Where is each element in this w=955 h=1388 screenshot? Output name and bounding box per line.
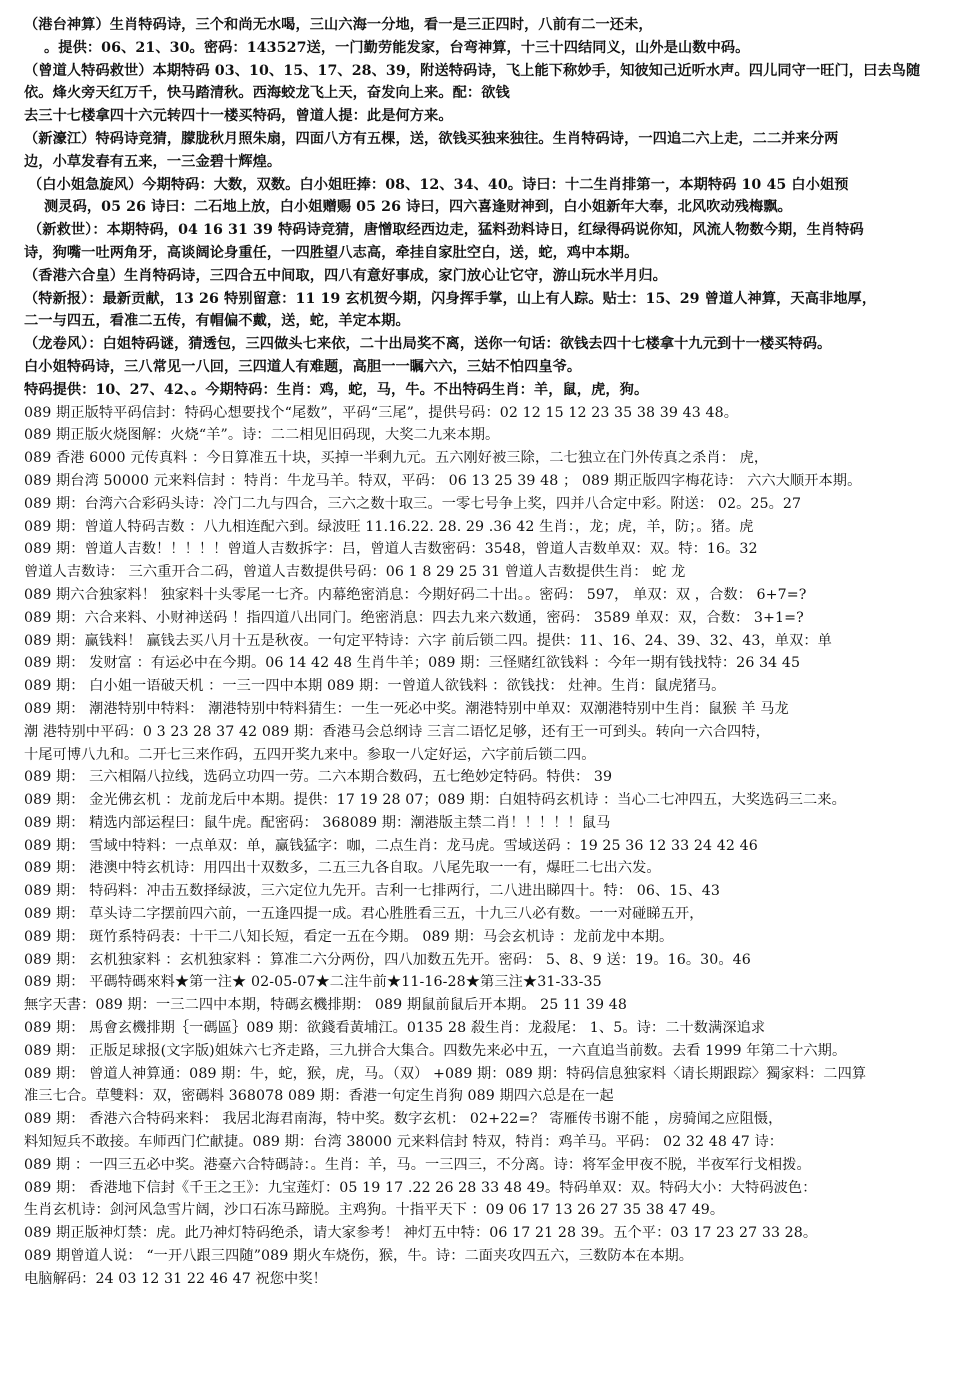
text-line: 089 期：台湾六合彩码头诗：冷门二九与四合，三六之数十取三。一零七号争上奖，四并八合定中彩。附送： 02。25。27: [24, 495, 802, 512]
text-line: （新濠江）特码诗竞猜，朦胧秋月照朱扇，四面八方有五棵，送，欲钱买独来独往。生肖特码诗，一四追二六上走，二二并来分两: [24, 130, 839, 147]
text-line: 089 期： 玄机独家料 ：玄机独家料 ：算准二六分两份，四八加数五先开。密码： 5、8、9 送：19。16。30。46: [24, 951, 751, 968]
text-line: （曾道人特码救世）本期特码 03、10、15、17、28、39，附送特码诗，飞上能下称妙手，知彼知己近听水声。四儿同守一旺门，曰去鸟随: [24, 62, 921, 79]
text-line: 089 期： 草头诗二字摆前四六前，一五逢四提一成。君心胜胜看三五，十九三八必有数。一一对碰睇五开，: [24, 906, 704, 923]
text-line: 。提供：06、21、30。密码：143527送，一门勤劳能发家，台弯神算，十三十四结同义，山外是山数中码。: [44, 39, 750, 56]
text-line: [24, 1291, 943, 1314]
text-line: 潮 港特别中平码：0 3 23 28 37 42 089 期：香港马会总纲诗 三言二语忆足够，还有王一可到头。转向一六合四特，: [24, 723, 770, 740]
text-line: 089 期： 雪域中特料：一点单双：单，赢钱猛字：咖，二点生肖：龙马虎。雪域送码 ：19 25 36 12 33 24 42 46: [24, 837, 758, 854]
text-line: 089 期： 特码料：冲击五数择绿波，三六定位九先开。吉利一七排两行，二八进出睇四十。特： 06、15、43: [24, 883, 721, 900]
text-line: （港台神算）生肖特码诗，三个和尚无水喝，三山六海一分地，看一是三正四时，八前有二一还未，: [24, 17, 653, 33]
text-line: 089 期： 白小姐一语破天机 ：一三一四中本期 089 期：一曾道人欲钱料 ：欲钱找： 灶神。生肖：鼠虎猪马。: [24, 678, 726, 695]
text-line: （新救世）：本期特码，04 16 31 39 特码诗竞猜，唐憎取经西边走，猛料劲料诗日，红绿得码说你知，风流人物数今期，生肖特码: [28, 222, 864, 239]
text-line: （特新报）：最新贡献，13 26 特别留意：11 19 玄机贺今期，闪身挥手掌，山上有人踪。贴士：15、29 曾道人神算，天高非地厚，: [24, 290, 877, 307]
text-line: 测灵码，05 26 诗曰：二石地上放，白小姐赠赐 05 26 诗曰，四六喜逢财神到，白小姐新年大奉，北风吹动残梅飘。: [44, 199, 792, 216]
text-line: 089 期：六合来料、小财神送码 ！指四道八出同门。绝密消息：四去九来六数通，密码： 3589 单双：双，合数： 3+1=?: [24, 609, 804, 626]
text-line: 089 期曾道人说： “一开八跟三四随”089 期火车烧伤，猴，牛。诗：二面夹攻四五六，三数防本在本期。: [24, 1248, 694, 1265]
text-line: 089 期 ：一四三五必中奖。港臺六合特碼詩：。生肖：羊，马。一三四三，不分离。诗：将军金甲夜不脱，半夜军行戈相拨。: [24, 1156, 811, 1173]
text-line: 089 香港 6000 元传真料 ：今日算准五十块，买掉一半剩九元。五六刚好被三除，二七独立在门外传真之杀肖： 虎，: [24, 450, 769, 467]
text-line: 089 期六合独家料！ 独家料十头零尾一七齐。内幕绝密消息：今期好码二十出。。密码： 597， 单双：双 ，合数： 6+7=?: [24, 586, 807, 603]
text-line: 二一与四五，看准二五传，有帽偏不戴，送，蛇，羊定本期。: [24, 313, 410, 330]
text-line: 生肖玄机诗：剑河风急雪片阔，沙口石冻马蹄脱。主鸡狗。十指平天下 ：09 06 17 13 26 27 35 38 47 49。: [24, 1202, 725, 1219]
text-line: 089 期： 正版足球报(文字版)姐妹六七齐走路，三九拼合大集合。四数先来必中五，一六直追当前数。去看 1999 年第二十六期。: [24, 1042, 847, 1059]
text-line: 089 期： 香港地下信封《千王之王》：九宝莲灯：05 19 17 .22 26 28 33 48 49。特码单双：双。特码大小：大特码波色：: [24, 1179, 817, 1196]
text-line: 089 期：曾道人特码吉数 ：八九相连配六到。绿波旺 11.16.22. 28. 29 .36 42 生肖：，龙；虎，羊，防；。猪。虎: [24, 518, 754, 535]
text-line: 089 期： 香港六合特码来料： 我居北海君南海，特中奖。数字玄机： 02+22=？ 寄雁传书谢不能 ，房骑闻之应阻慑，: [24, 1111, 783, 1128]
text-line: 089 期正版特平码信封：特码心想要找个“尾数”，平码“三尾”，提供号码：02 12 15 12 23 35 38 39 43 48。: [24, 404, 739, 421]
text-line: 無字天書：089 期：一三二四中本期，特碼玄機排期： 089 期鼠前鼠后开本期。 25 11 39 48: [24, 997, 627, 1014]
text-line: （香港六合皇）生肖特码诗，三四合五中间取，四八有意好事成，家门放心让它守，游山玩水半月归。: [24, 267, 667, 284]
text-line: 诗，狗嘴一吐两角牙，高谈阔论身重任，一四胜望八志高，牵挂自家肚空白，送，蛇，鸡中本期。: [24, 244, 639, 261]
text-line: 089 期： 港澳中特玄机诗：用四出十双数多，二五三九各自取。八尾先取一一有，爆旺二七出六发。: [24, 860, 661, 877]
text-line: 白小姐特码诗，三八常见一八回，三四道人有难题，高胆一一瞩六六，三姑不怕四皇爷。: [24, 358, 582, 375]
text-line: 089 期正版火烧图解：火烧“羊”。诗：二二相见旧码现，大奖二九来本期。: [24, 427, 500, 444]
text-line: 089 期： 馬會玄機排期｛一碼區｝089 期：欲錢看黃埔江。0135 28 殺生肖：龙殺尾： 1、5。诗：二十数满深追求: [24, 1020, 766, 1037]
text-line: 电脑解码：24 03 12 31 22 46 47 祝您中奖！: [24, 1270, 327, 1287]
text-line: 089 期： 斑竹系特码表：十干二八知长短，看定一五在今期。 089 期：马会玄机诗 ：龙前龙中本期。: [24, 928, 674, 945]
text-line: [24, 1313, 943, 1336]
text-line: 089 期： 精选内部运程曰：鼠牛虎。配密码： 368089 期：潮港版主禁二肖！！！！！鼠马: [24, 814, 611, 831]
text-line: 089 期： 曾道人神算通：089 期：牛，蛇，猴，虎，马。（双） +089 期：089 期：特码信息独家料〈请长期跟踪〉獨家料：二四算: [24, 1065, 867, 1082]
text-line: 089 期正版神灯禁：虎。此乃神灯特码绝杀，请大家参考！ 神灯五中特：06 17 21 28 39。五个平：03 17 23 27 33 28。: [24, 1225, 818, 1242]
text-line: 准三七合。草雙料：双，密碼料 368078 089 期：香港一句定生肖狗 089 期四六总是在一起: [24, 1088, 614, 1105]
text-line: 特码提供：10、27、42、。今期特码：生肖：鸡，蛇，马，牛。不出特码生肖：羊，鼠，虎，狗。: [24, 381, 649, 398]
text-line: （白小姐急旋风）今期特码：大数，双数。白小姐旺捧：08、12、34、40。诗曰：十二生肖排第一，本期特码 10 45 白小姐预: [28, 176, 849, 193]
text-line: 089 期： 平碼特碼來料★第一注★ 02-05-07★二注牛前★11-16-28★第三注★31-33-35: [24, 974, 602, 991]
text-line: 089 期：赢钱料！ 赢钱去买八月十五是秋夜。一句定平特诗：六字 前后锁二四。提供：11、16、24、39、32、43，单双：单: [24, 632, 832, 649]
text-line: 089 期： 发财富 ：有运必中在今期。06 14 42 48 生肖牛羊；089 期：三怪赌红欲钱料 ：今年一期有钱找特：26 34 45: [24, 655, 801, 672]
text-line: 089 期： 金光佛玄机 ：龙前龙后中本期。提供：17 19 28 07；089 期：白姐特码玄机诗 ：当心二七冲四五，大奖选码三二来。: [24, 792, 846, 809]
text-line: 依。烽火旁天红万千，快马踏清秋。西海蛟龙飞上天，奋发向上来。配：欲钱: [24, 85, 510, 102]
text-line: 089 期台湾 50000 元来料信封 ：特肖：牛龙马羊。特双，平码： 06 13 25 39 48 ； 089 期正版四字梅花诗： 六六大顺开本期。: [24, 472, 862, 489]
text-line: 去三十七楼拿四十六元转四十一楼买特码，曾道人提：此是何方来。: [24, 108, 453, 125]
text-line: 料知短兵不敢接。车师西门伫献捷。089 期：台湾 38000 元来料信封 特双，特肖：鸡羊马。平码： 02 32 48 47 诗：: [24, 1134, 784, 1151]
text-line: 曾道人吉数诗： 三六重开合二码，曾道人吉数提供号码：06 1 8 29 25 31 曾道人吉数提供生肖： 蛇 龙: [24, 564, 686, 581]
text-line: 089 期： 三六相隔八拉线，选码立功四一劳。二六本期合数码，五七绝妙定特码。特供： 39: [24, 769, 613, 786]
text-line: （龙卷风）：白姐特码谜，猜透包，三四做头七来依，二十出局奖不离，送你一句话：欲钱去四十七楼拿十九元到十一楼买特码。: [24, 336, 832, 353]
text-line: 边，小草发春有五来，一三金碧十辉煌。: [24, 153, 282, 170]
text-line: 089 期：曾道人吉数！！！！！曾道人吉数拆字：吕，曾道人吉数密码：3548，曾道人吉数单双：双。特：16。32: [24, 541, 758, 558]
text-line: 089 期： 潮港特别中特料： 潮港特别中特料猜生：一生一死必中奖。潮港特别中单双：双潮港特别中生肖：鼠猴 羊 马龙: [24, 700, 789, 717]
text-line: 十尾可博八九和。二开七三来作码，五四开奖九来中。参取一八定好运，六字前后锁二四。: [24, 746, 596, 763]
